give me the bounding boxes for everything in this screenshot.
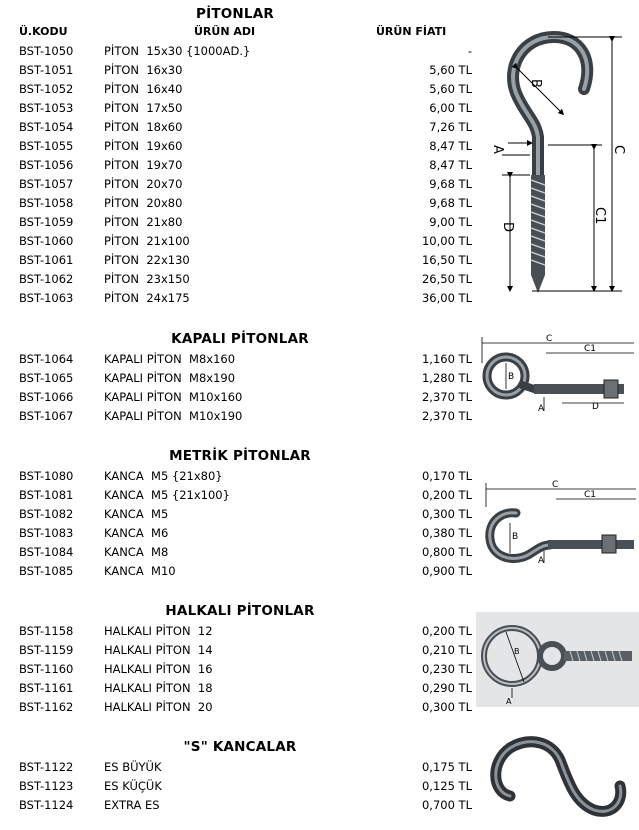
product-name: EXTRA ES [104,798,160,812]
product-code: BST-1051 [19,63,74,77]
table-row [0,407,480,426]
product-name: PİTON 21x80 [104,215,183,229]
product-code: BST-1053 [19,101,74,115]
product-price: 0,125 TL [421,779,472,793]
table-row [0,156,480,175]
product-price: 0,210 TL [421,643,472,657]
table-row [0,641,480,660]
product-code: BST-1161 [19,681,74,695]
table-row [0,622,480,641]
product-price: 0,200 TL [421,488,472,502]
dim-label-a: A [490,145,505,154]
product-price: 9,00 TL [429,215,472,229]
dim-label-b: B [528,79,543,88]
product-code: BST-1065 [19,371,74,385]
table-row [0,213,480,232]
product-name: PİTON 15x30 {1000AD.} [104,44,251,58]
product-price: 0,200 TL [421,624,472,638]
product-price: 0,800 TL [421,545,472,559]
table-row [0,505,480,524]
product-name: PİTON 20x70 [104,177,183,191]
product-name: KANCA M5 [104,507,169,521]
product-code: BST-1057 [19,177,74,191]
table-row [0,543,480,562]
dim-label-b: B [512,532,519,542]
product-code: BST-1158 [19,624,74,638]
product-price: 0,175 TL [421,760,472,774]
product-name: PİTON 16x30 [104,63,183,77]
product-price: 0,300 TL [421,700,472,714]
section-title-metrik-pitonlar: METRİK PİTONLAR [169,448,311,464]
product-price: 2,370 TL [421,390,472,404]
product-name: HALKALI PİTON 20 [104,700,213,714]
table-row [0,61,480,80]
eye-bolt-diagram [476,331,639,426]
product-name: HALKALI PİTON 18 [104,681,213,695]
product-name: PİTON 19x70 [104,158,183,172]
product-name: PİTON 20x80 [104,196,183,210]
product-name: HALKALI PİTON 16 [104,662,213,676]
table-row [0,524,480,543]
table-row [0,289,480,308]
table-row [0,562,480,581]
product-code: BST-1055 [19,139,74,153]
table-row [0,369,480,388]
dim-label-d: D [592,402,599,412]
dim-label-c: C [611,145,626,155]
dim-label-c1: C1 [584,344,597,354]
section-title-s-kancalar: "S" KANCALAR [183,739,297,755]
product-name: PİTON 23x150 [104,272,190,286]
product-price: 0,380 TL [421,526,472,540]
product-name: KANCA M6 [104,526,169,540]
dim-label-c1: C1 [592,207,607,225]
product-code: BST-1062 [19,272,74,286]
product-code: BST-1054 [19,120,74,134]
table-row [0,99,480,118]
product-name: KANCA M10 [104,564,176,578]
table-row [0,660,480,679]
product-name: HALKALI PİTON 12 [104,624,213,638]
table-row [0,486,480,505]
table-row [0,467,480,486]
section-title-kapali-pitonlar: KAPALI PİTONLAR [171,331,309,347]
product-price: 7,26 TL [429,120,472,134]
section-title-pitonlar: PİTONLAR [196,6,274,22]
column-header-name: ÜRÜN ADI [194,25,256,38]
column-header-code: Ü.KODU [19,25,68,38]
product-name: HALKALI PİTON 14 [104,643,213,657]
product-price: 0,900 TL [421,564,472,578]
product-price: 0,170 TL [421,469,472,483]
dim-label-b: B [514,647,520,656]
product-code: BST-1162 [19,700,74,714]
product-code: BST-1080 [19,469,74,483]
open-hook-diagram [480,477,639,582]
product-name: KAPALI PİTON M8x190 [104,371,236,385]
product-name: KAPALI PİTON M8x160 [104,352,236,366]
product-code: BST-1059 [19,215,74,229]
product-code: BST-1067 [19,409,74,423]
dim-label-c: C [552,480,559,490]
product-price: 26,50 TL [421,272,472,286]
product-code: BST-1058 [19,196,74,210]
product-code: BST-1060 [19,234,74,248]
table-row [0,137,480,156]
product-price: 0,700 TL [421,798,472,812]
product-name: PİTON 18x60 [104,120,183,134]
product-code: BST-1050 [19,44,74,58]
dim-label-b: B [508,372,515,382]
product-price: 0,230 TL [421,662,472,676]
table-row [0,42,480,61]
product-name: PİTON 24x175 [104,291,190,305]
product-code: BST-1159 [19,643,74,657]
product-price: 8,47 TL [429,158,472,172]
table-row [0,679,480,698]
product-code: BST-1063 [19,291,74,305]
ring-screw-diagram [476,612,639,707]
product-code: BST-1082 [19,507,74,521]
product-name: PİTON 16x40 [104,82,183,96]
table-row [0,118,480,137]
product-price: 8,47 TL [429,139,472,153]
table-row [0,194,480,213]
product-price: 10,00 TL [421,234,472,248]
product-name: KANCA M5 {21x80} [104,469,223,483]
dim-label-d: D [500,222,515,233]
product-price: 1,160 TL [421,352,472,366]
product-name: PİTON 19x60 [104,139,183,153]
product-name: ES KÜÇÜK [104,779,162,793]
product-code: BST-1084 [19,545,74,559]
product-price: 5,60 TL [429,63,472,77]
product-code: BST-1085 [19,564,74,578]
product-code: BST-1064 [19,352,74,366]
table-row [0,175,480,194]
product-name: KANCA M8 [104,545,169,559]
product-price: 5,60 TL [429,82,472,96]
product-price: 0,290 TL [421,681,472,695]
dim-label-c: C [546,334,553,344]
product-name: KAPALI PİTON M10x160 [104,390,243,404]
table-row [0,777,480,796]
product-code: BST-1124 [19,798,74,812]
product-name: KANCA M5 {21x100} [104,488,230,502]
dim-label-a: A [538,556,545,566]
product-name: PİTON 17x50 [104,101,183,115]
product-code: BST-1056 [19,158,74,172]
product-name: KAPALI PİTON M10x190 [104,409,243,423]
dim-label-a: A [506,697,512,706]
product-code: BST-1066 [19,390,74,404]
product-price: 36,00 TL [421,291,472,305]
table-row [0,388,480,407]
product-code: BST-1122 [19,760,74,774]
product-price: 2,370 TL [421,409,472,423]
section-title-halkali-pitonlar: HALKALI PİTONLAR [165,603,315,619]
product-price: 9,68 TL [429,177,472,191]
table-row [0,350,480,369]
table-row [0,251,480,270]
product-price: - [467,44,472,58]
product-price: 16,50 TL [421,253,472,267]
screw-hook-diagram [472,25,639,300]
product-price: 0,300 TL [421,507,472,521]
product-name: ES BÜYÜK [104,760,162,774]
dim-label-a: A [538,404,545,414]
table-row [0,80,480,99]
product-price: 9,68 TL [429,196,472,210]
product-price: 6,00 TL [429,101,472,115]
product-price: 1,280 TL [421,371,472,385]
product-code: BST-1160 [19,662,74,676]
product-code: BST-1081 [19,488,74,502]
table-row [0,758,480,777]
product-code: BST-1083 [19,526,74,540]
product-name: PİTON 21x100 [104,234,190,248]
table-row [0,270,480,289]
product-code: BST-1061 [19,253,74,267]
product-name: PİTON 22x130 [104,253,190,267]
product-code: BST-1052 [19,82,74,96]
table-row [0,796,480,815]
dim-label-c1: C1 [584,490,597,500]
table-row [0,698,480,717]
s-hook-image [482,732,632,830]
product-code: BST-1123 [19,779,74,793]
table-row [0,232,480,251]
column-header-price: ÜRÜN FİATI [376,25,447,38]
